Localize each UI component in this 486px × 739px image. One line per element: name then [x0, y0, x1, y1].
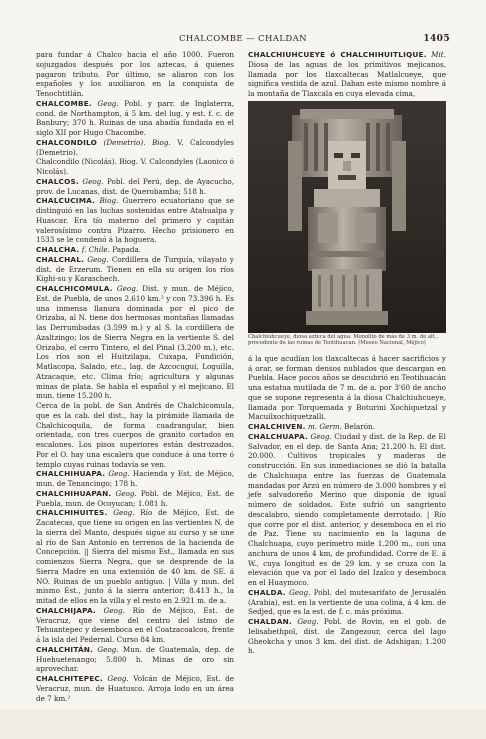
- entry-text: Hacienda y Est. de Méjico, mun. de Tenancingo; 178 h.: [36, 469, 234, 488]
- dictionary-entry: [36, 196, 234, 245]
- dictionary-entry: [248, 432, 446, 588]
- dictionary-entry: [248, 588, 446, 617]
- right-column-bottom: [248, 354, 446, 656]
- dictionary-entry: [36, 606, 234, 645]
- entry-headword: CHALCONDILO: [36, 137, 97, 147]
- entry-headword: CHALCUCIMA.: [36, 196, 96, 206]
- entry-text: Mun. de Guatemala, dep. de Huehuetenango; 5.800 h. Minas de oro sin aprovechar.: [36, 644, 234, 674]
- entry-headword: CHALCHIHUAPA.: [36, 469, 106, 479]
- entry-headword: CHALCHAL.: [36, 254, 85, 264]
- entry-text: Río de Méjico, Est. de Veracruz, que viene del centro del istmo de Tehuantepec y desemboca en el Coatzacoalcos, frente á la isla del Pedernal. Curso 84 km.: [36, 605, 234, 644]
- dictionary-entry: [36, 674, 234, 703]
- entry-headword: CHALCHIUHCUEYE ó CHALCHIHUITLIQUE.: [248, 50, 427, 59]
- entry-category: Geog.: [107, 674, 129, 683]
- dictionary-entry: [36, 255, 234, 284]
- dictionary-entry: [248, 617, 446, 656]
- entry-headword: CHALCHITÁN.: [36, 644, 94, 654]
- entry-headword: CHALCHIHUITES.: [36, 508, 108, 518]
- right-column: [248, 50, 446, 682]
- entry-category: Geog.: [103, 605, 125, 615]
- entry-text: Dist. y mun. de Méjico, Est. de Puebla, de unos 2.610 km.² y con 73.396 h. Es una inmensa llanura dominada por el pico de Orizaba, al N. tiene dos hermosas montañas llamadas las Derrumbadas (3.599 m.) y al S. la cordillera de Azaltzingo; los de Sierra Negra en la vertiente S. del Orizabo, el cerro Tintero, el del Pinal (3.200 m.), etc. Los ríos son el Huitzilapa, Cuxapa, Fundición, Matlacopa, Salado, etc., lag. de Azcocugui, Loguilla, Atzacaque, etc. Clima frío; agricultura y algunas minas de plata. Se habla el español y el mejicano. El mun. tiene 15.200 h.: [36, 284, 234, 401]
- page-bottom-margin: [0, 709, 486, 739]
- left-column: [36, 50, 234, 703]
- statue-photo: [248, 101, 446, 333]
- entry-text: Pobl. de Rovin, en el gob. de Ielisabethpol, dist. de Zangezour, cerca del lago Gheokcha y unos 3 km. del dist. de Adshigan; 1.200 h.: [248, 617, 446, 656]
- entry-category: Geog.: [310, 431, 332, 441]
- entry-text: Pobl. del Perú, dep. de Ayacucho, prov. de Lucanas, dist. de Querobamba; 518 h.: [36, 176, 234, 196]
- entry-text: á la que acudían los tlaxcaltecas á hacer sacrificios y á orar, se forman densos nublados que descargan en Puebla. Hace pocos años se descubrió en Teotihuacán una estatua mutilada de 7 m. de a. por 3'60 de ancho que se supone representa á la diosa Chalchiuhcueye, llamada por Torquemada y Boturini Xochiquetzal y Macuilxochiquetzalli.: [248, 353, 446, 422]
- entry-headword: CHALCHITEPEC.: [36, 674, 103, 683]
- entry-category: Geog.: [297, 617, 319, 626]
- dictionary-entry: [36, 177, 234, 197]
- entry-text: Río de Méjico, Est. de Zacatecas, que tiene su origen en las vertientes N. de la sierra del Manto, después sigue su curso y se une al río de San Antonio en terrenos de la hacienda de Concepción. || Sierra del mismo Est., llamada en sus comienzos Sierra Negra, que se desprende de la Sierra Madre en una extensión de 40 km. de SE. á NO. Ruinas de un pueblo antiguo. | Villa y mun. del mismo Est., junto á la sierra anterior; 8.413 h., la mitad de ellos en la villa y el resto en 2.921 m. de a.: [36, 508, 234, 605]
- entry-headword: CHALDAN.: [248, 617, 292, 626]
- entry-category: Geog.: [97, 98, 119, 108]
- entry-text: Cerca de la pobl. de San Andrés de Chalchicomula, que es la cab. del dist., hay la pirámide llamada de Chalchicoquila, de forma cuadrangular, bien orientada, con tres cuerpos de granito cortados en escalones. Los pisos superiores están destrozados. Por el O. hay una escalera que conduce á una torre ó templo cuyas ruinas todavía se ven.: [36, 401, 234, 469]
- entry-text: Belarón.: [344, 422, 375, 431]
- dictionary-entry: [248, 422, 446, 432]
- entry-text: Volcán de Méjico, Est. de Veracruz, mun. de Huatusco. Arroja lodo en un área de 7 km.²: [36, 674, 234, 703]
- entry-category: Biog.: [99, 196, 119, 206]
- dictionary-entry: [36, 489, 234, 509]
- entry-category: Geog.: [82, 176, 104, 186]
- entry-category: Geog.: [116, 284, 139, 293]
- entry-text: Chalcondilo (Nicolás). Biog. V. Calcondyles (Laonico ó Nicolás).: [36, 157, 234, 176]
- page-header: [36, 34, 450, 48]
- entry-text: Cordillera de Turquía, vilayato y dist. de Erzerum. Tienen en ella su origen los ríos Kighi-su y Karaschech.: [36, 254, 234, 284]
- entry-headword: CHALCOMBE.: [36, 98, 92, 108]
- entry-category: m. Germ.: [307, 422, 342, 431]
- entry-text: Diosa de las aguas de los primitivos mejicanos, llamada por los tlaxcaltecas Matlalcueye, que significa vestida de azul. Daban este mismo nombre á la montaña de Tlaxcala en cuya elevada cima,: [248, 59, 446, 98]
- entry-text: Papada.: [112, 245, 142, 254]
- entry-category: Geog.: [87, 254, 109, 264]
- dictionary-entry: [36, 99, 234, 138]
- right-column-top: [248, 50, 446, 99]
- entry-headword: CHALCHA.: [36, 245, 80, 254]
- entry-category: Geog.: [108, 469, 130, 479]
- entry-headword: CHALCOS.: [36, 176, 79, 186]
- figure-caption: Chalchiuhcueye, diosa azteca del agua. Monolito de más de 3 m. de alt., procedente de las ruinas de Teotihuacan. (Museo Nacional, Méjico): [248, 333, 439, 347]
- dictionary-entry: [36, 157, 234, 177]
- entry-headword: CHALCHIVEN.: [248, 422, 306, 431]
- statue-body: [306, 189, 388, 325]
- entry-text: V. Calcondyles (Demetrio).: [36, 137, 234, 157]
- dictionary-entry: [36, 284, 234, 401]
- entry-headword: CHALCHICOMULA.: [36, 284, 113, 293]
- entry-headword: CHALCHIJAPA.: [36, 605, 96, 615]
- statue-face: [328, 141, 366, 189]
- entry-category: Geog.: [115, 488, 137, 498]
- entry-text: Guerrero ecuatoriano que se distinguió en las luchas sostenidas entre Atahualpa y Huascar. Era tío materno del primero y capitán valerosísimo contra Pizarro. Hecho prisionero en 1533 se le condenó á la hoguera.: [36, 196, 234, 245]
- dictionary-entry: [36, 469, 234, 489]
- entry-headword: CHALCHIHUAPAN.: [36, 488, 112, 498]
- dictionary-entry: [248, 50, 446, 99]
- entry-category: f. Chile.: [81, 245, 110, 254]
- page-number: 1405: [423, 34, 450, 44]
- dictionary-entry: [36, 645, 234, 674]
- dictionary-entry: [36, 50, 234, 99]
- entry-category: Geog.: [97, 644, 119, 654]
- entry-category: Geog.: [289, 587, 311, 597]
- dictionary-entry: [248, 354, 446, 422]
- entry-headword: CHALCHUAPA.: [248, 431, 309, 441]
- dictionary-entry: [36, 401, 234, 469]
- entry-text: Pobl. y parr. de Inglaterra, cond. de Northampton, á 5 km. del lug. y est. f. c. de Banbury; 370 h. Ruinas de una abadía fundada en el siglo XII por Hugo Chacombe.: [36, 98, 234, 137]
- entry-category: Mit.: [431, 50, 446, 59]
- dictionary-entry: [36, 138, 234, 158]
- dictionary-entry: [36, 245, 234, 255]
- entry-headword: CHALDA.: [248, 587, 286, 597]
- entry-text: para fundar á Chalco hacia el año 1000. Fueron sojuzgados después por los aztecas, á quienes pagaron tributo. Por último, se aliaron con los españoles y los auxiliaron en la conquista de Tenochtitlán.: [36, 50, 234, 98]
- entry-text: Ciudad y dist. de la Rep. de El Salvador, en el dep. de Santa Ana; 21.200 h. El dist. 20.000. Cultivos tropicales y maderas de construcción. En sus inmediaciones se dió la batalla de Chalchuapa entre las fuerzas de Guatemala mandadas por Arzú en número de 3.000 hombres y el jefe salvadoreño Merino que disponía de igual número de soldados. Este sufrió un sangriento descalabro, siendo completamente derrotado. | Río que corre por el dist. anterior, y desemboca en el río de Paz. Tiene su nacimiento en la laguna de Chalchuapa, cuyo perímetro mide 1.200 m., con una anchura de unos 4 km, de profundidad. Corre de E. á W., cuya longitud es de 29 km. y se cruza con la elevación que va por el lado del Izalco y desemboca en el Huaymoco.: [248, 431, 446, 587]
- entry-text: Pobl. de Méjico, Est. de Puebla, mun. de Ocoyucan; 1.081 h.: [36, 488, 234, 508]
- entry-category: (Demetrio). Biog.: [103, 137, 171, 147]
- dictionary-entry: [36, 508, 234, 606]
- entry-category: Geog.: [113, 508, 135, 518]
- entry-text: Pobl. del mutesarifato de Jerusalén (Arabia), est. en la vertiente de una colina, á 4 km. de Sedjed, que es la est. de f. c. más próxima.: [248, 587, 446, 617]
- statue-figure: [248, 101, 446, 351]
- running-title: CHALCOMBE — CHALDAN: [179, 34, 307, 44]
